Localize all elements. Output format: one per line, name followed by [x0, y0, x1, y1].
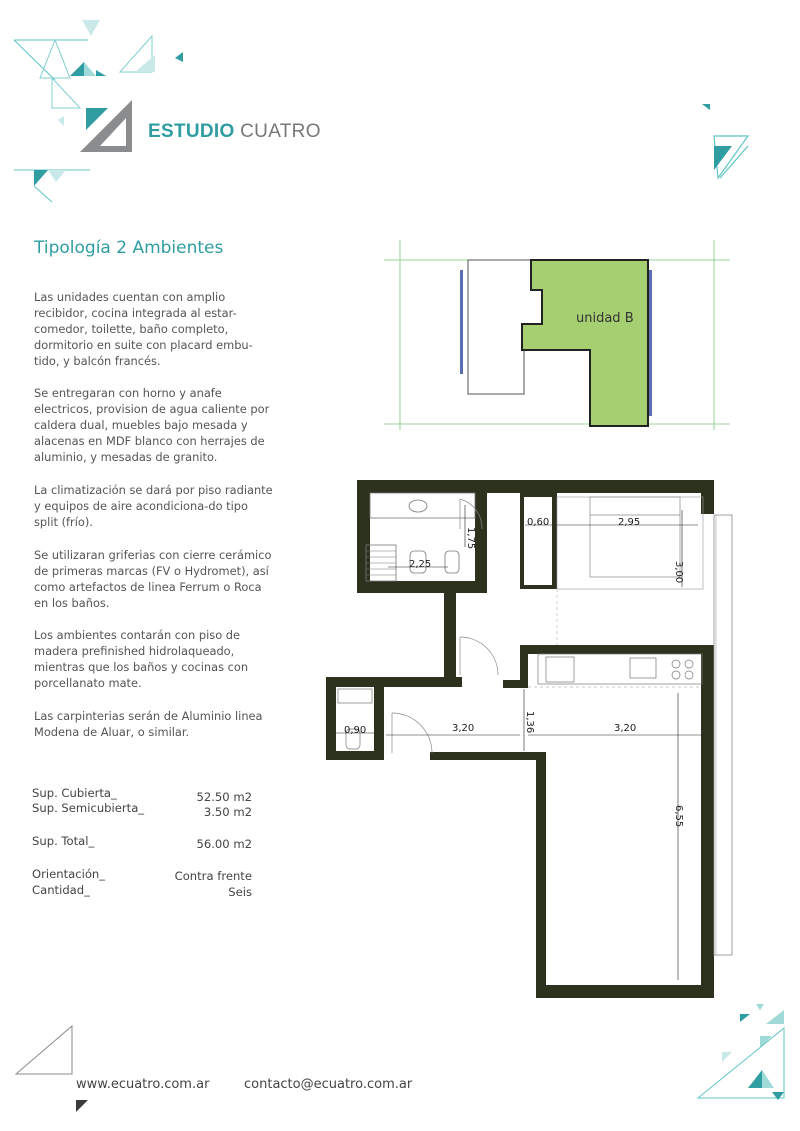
dimension-3-00: 3,00 — [673, 561, 684, 584]
decorative-triangles-bottom-right — [692, 1000, 792, 1105]
floor-plan — [320, 475, 740, 1005]
dimension-2-95: 2,95 — [618, 517, 641, 528]
dimension-1-36: 1,36 — [524, 711, 535, 734]
description-paragraph-5: Los ambientes contarán con piso de madera prefinished hidrolaqueado, mientras que los baños y cocinas con porcellanato mate. — [34, 628, 249, 690]
dimension-3-20-left: 3,20 — [452, 723, 475, 734]
decorative-triangles-top-right — [696, 98, 756, 188]
dimension-0-90: 0,90 — [344, 725, 367, 736]
key-plan — [384, 240, 734, 440]
dimension-1-75: 1,75 — [465, 527, 476, 550]
description-paragraph-2: Se entregaran con horno y anafe electricos, provision de agua caliente por caldera dual, muebles bajo mesada y alacenas en MDF blanco con herrajes de aluminio, y mesadas de granito. — [34, 386, 270, 464]
brand-name-regular: CUATRO — [240, 121, 321, 142]
brand-name-bold: ESTUDIO — [148, 121, 235, 142]
decorative-triangles-top-left — [0, 0, 200, 210]
unit-b-area — [522, 260, 648, 426]
unit-b-label: unidad B — [576, 311, 634, 326]
brand-logo-text — [148, 121, 321, 143]
description-paragraph-1: Las unidades cuentan con amplio recibidor, cocina integrada al estar-comedor, toilette, baño completo, dormitorio en suite con placard embu-tido, y balcón francés. — [34, 290, 253, 368]
footer-email[interactable]: contacto@ecuatro.com.ar — [244, 1077, 413, 1092]
dimension-6-55: 6,55 — [673, 805, 684, 828]
dimension-0-60: 0,60 — [527, 517, 550, 528]
decorative-triangles-bottom-left — [14, 1024, 94, 1119]
dimension-2-25: 2,25 — [409, 559, 432, 570]
page-title: Tipología 2 Ambientes — [34, 238, 224, 258]
description-paragraph-6: Las carpinterias serán de Aluminio linea Modena de Aluar, o similar. — [34, 709, 263, 739]
footer-website[interactable]: www.ecuatro.com.ar — [76, 1077, 210, 1092]
description-paragraph-4: Se utilizaran griferias con cierre cerámico de primeras marcas (FV o Hydromet), así como artefactos de linea Ferrum o Roca en los baños. — [34, 548, 272, 610]
dimension-3-20-right: 3,20 — [614, 723, 637, 734]
description-paragraph-3: La climatización se dará por piso radiante y equipos de aire acondiciona-do tipo split (frío). — [34, 483, 273, 529]
